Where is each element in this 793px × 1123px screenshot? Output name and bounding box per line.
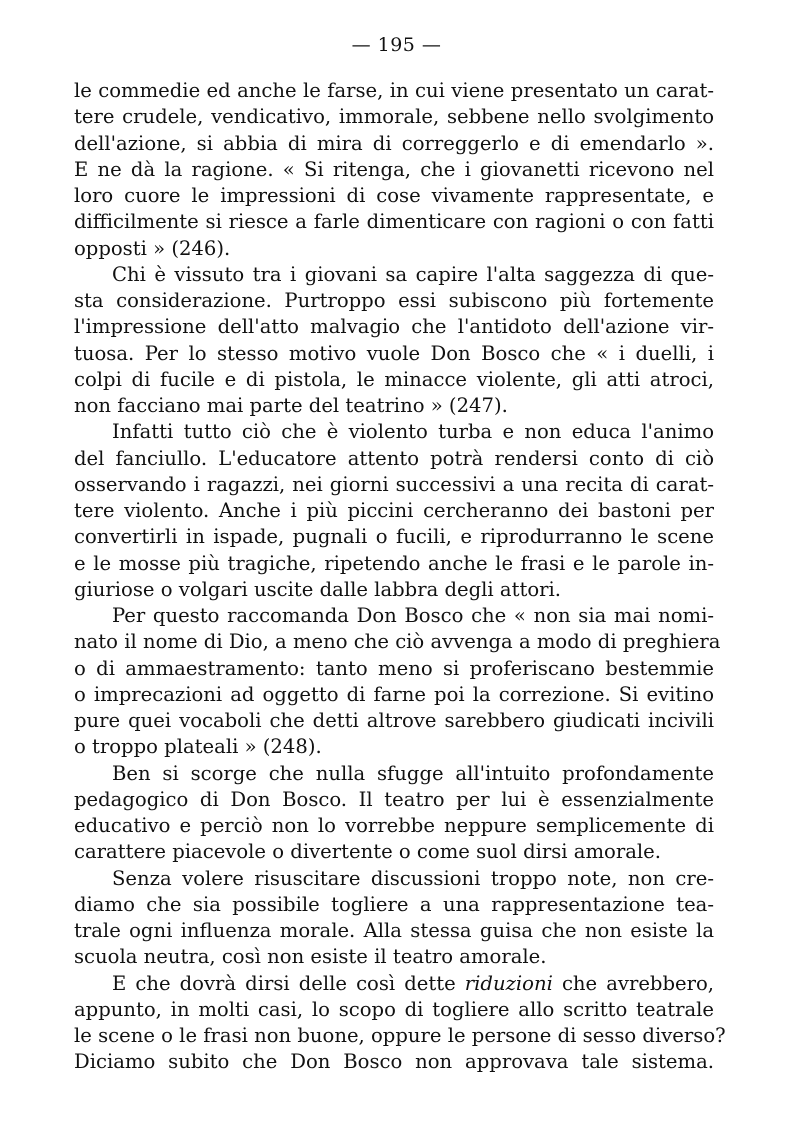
text-line: Diciamo subito che Don Bosco non approvava tale sistema. (74, 1050, 714, 1074)
text-line: o imprecazioni ad oggetto di farne poi la correzione. Si evitino (74, 682, 714, 706)
text-line: o troppo plateali » (248). (74, 735, 322, 759)
text-line: scuola neutra, così non esiste il teatro amorale. (74, 945, 547, 969)
text-line: appunto, in molti casi, lo scopo di togliere allo scritto teatrale (74, 997, 714, 1021)
italic-term: riduzioni (464, 971, 553, 995)
paragraph (74, 603, 721, 761)
text-line: non facciano mai parte del teatrino » (247). (74, 394, 508, 417)
text-line: le commedie ed anche le farse, in cui viene presentato un carat- (74, 79, 714, 102)
text-line: pure quei vocaboli che detti altrove sarebbero giudicati incivili (74, 709, 714, 732)
text-line: difficilmente si riesce a farle dimenticare con ragioni o con fatti (74, 210, 714, 234)
text-line: tuosa. Per lo stesso motivo vuole Don Bosco che « i duelli, i (74, 341, 714, 365)
text-line: Ben si scorge che nulla sfugge all'intuito profondamente (112, 761, 714, 785)
text-line: loro cuore le impressioni di cose vivamente rappresentate, e (74, 184, 714, 207)
text-line: opposti » (246). (74, 236, 231, 260)
text-line: pedagogico di Don Bosco. Il teatro per lui è essenzialmente (74, 787, 714, 811)
text-line: l'impressione dell'atto malvagio che l'antidoto dell'azione vir- (74, 315, 714, 339)
text-line: carattere piacevole o divertente o come suol dirsi amorale. (74, 840, 661, 864)
paragraph (74, 866, 714, 971)
text-line: nato il nome di Dio, a meno che ciò avvenga a modo di preghiera (74, 630, 721, 654)
text-line: educativo e perciò non lo vorrebbe neppure semplicemente di (74, 814, 714, 837)
page-number: — 195 — (351, 34, 442, 56)
text-line: le scene o le frasi non buone, oppure le persone di sesso diverso? (74, 1024, 726, 1047)
text-line: o di ammaestramento: tanto meno si proferiscano bestemmie (74, 656, 714, 680)
text-line: e le mosse più tragiche, ripetendo anche le frasi e le parole in- (74, 551, 714, 575)
paragraph (74, 971, 726, 1076)
text-line: osservando i ragazzi, nei giorni successivi a una recita di carat- (74, 472, 714, 496)
paragraph (74, 419, 714, 603)
text-line: giuriose o volgari uscite dalle labbra degli attori. (74, 577, 562, 601)
text-line: colpi di fucile e di pistola, le minacce violente, gli atti atroci, (74, 367, 714, 391)
text-line: convertirli in ispade, pugnali o fucili, e riprodurranno le scene (74, 525, 714, 549)
text-line: E ne dà la ragione. « Si ritenga, che i giovanetti ricevono nel (74, 157, 714, 181)
text-line: Chi è vissuto tra i giovani sa capire l'alta saggezza di que- (112, 262, 714, 286)
text-line: diamo che sia possibile togliere a una rappresentazione tea- (74, 892, 714, 916)
text-line: trale ogni influenza morale. Alla stessa guisa che non esiste la (74, 919, 714, 942)
text-line: E che dovrà dirsi delle così dette riduzioni che avrebbero, (112, 971, 714, 995)
text-line: tere crudele, vendicativo, immorale, sebbene nello svolgimento (74, 105, 714, 129)
text-line: Per questo raccomanda Don Bosco che « non sia mai nomi- (112, 604, 714, 627)
text-line: sta considerazione. Purtroppo essi subiscono più fortemente (74, 289, 714, 312)
text-line: dell'azione, si abbia di mira di correggerlo e di emendarlo ». (74, 131, 714, 155)
page-body (74, 78, 726, 1076)
text-line: Senza volere risuscitare discussioni troppo note, non cre- (112, 866, 714, 890)
paragraph (74, 262, 714, 420)
paragraph (74, 78, 714, 262)
text-line: tere violento. Anche i più piccini cercheranno dei bastoni per (74, 499, 714, 522)
text-line: del fanciullo. L'educatore attento potrà rendersi conto di ciò (74, 446, 714, 470)
text-line: Infatti tutto ciò che è violento turba e non educa l'animo (112, 420, 714, 444)
paragraph (74, 761, 714, 866)
